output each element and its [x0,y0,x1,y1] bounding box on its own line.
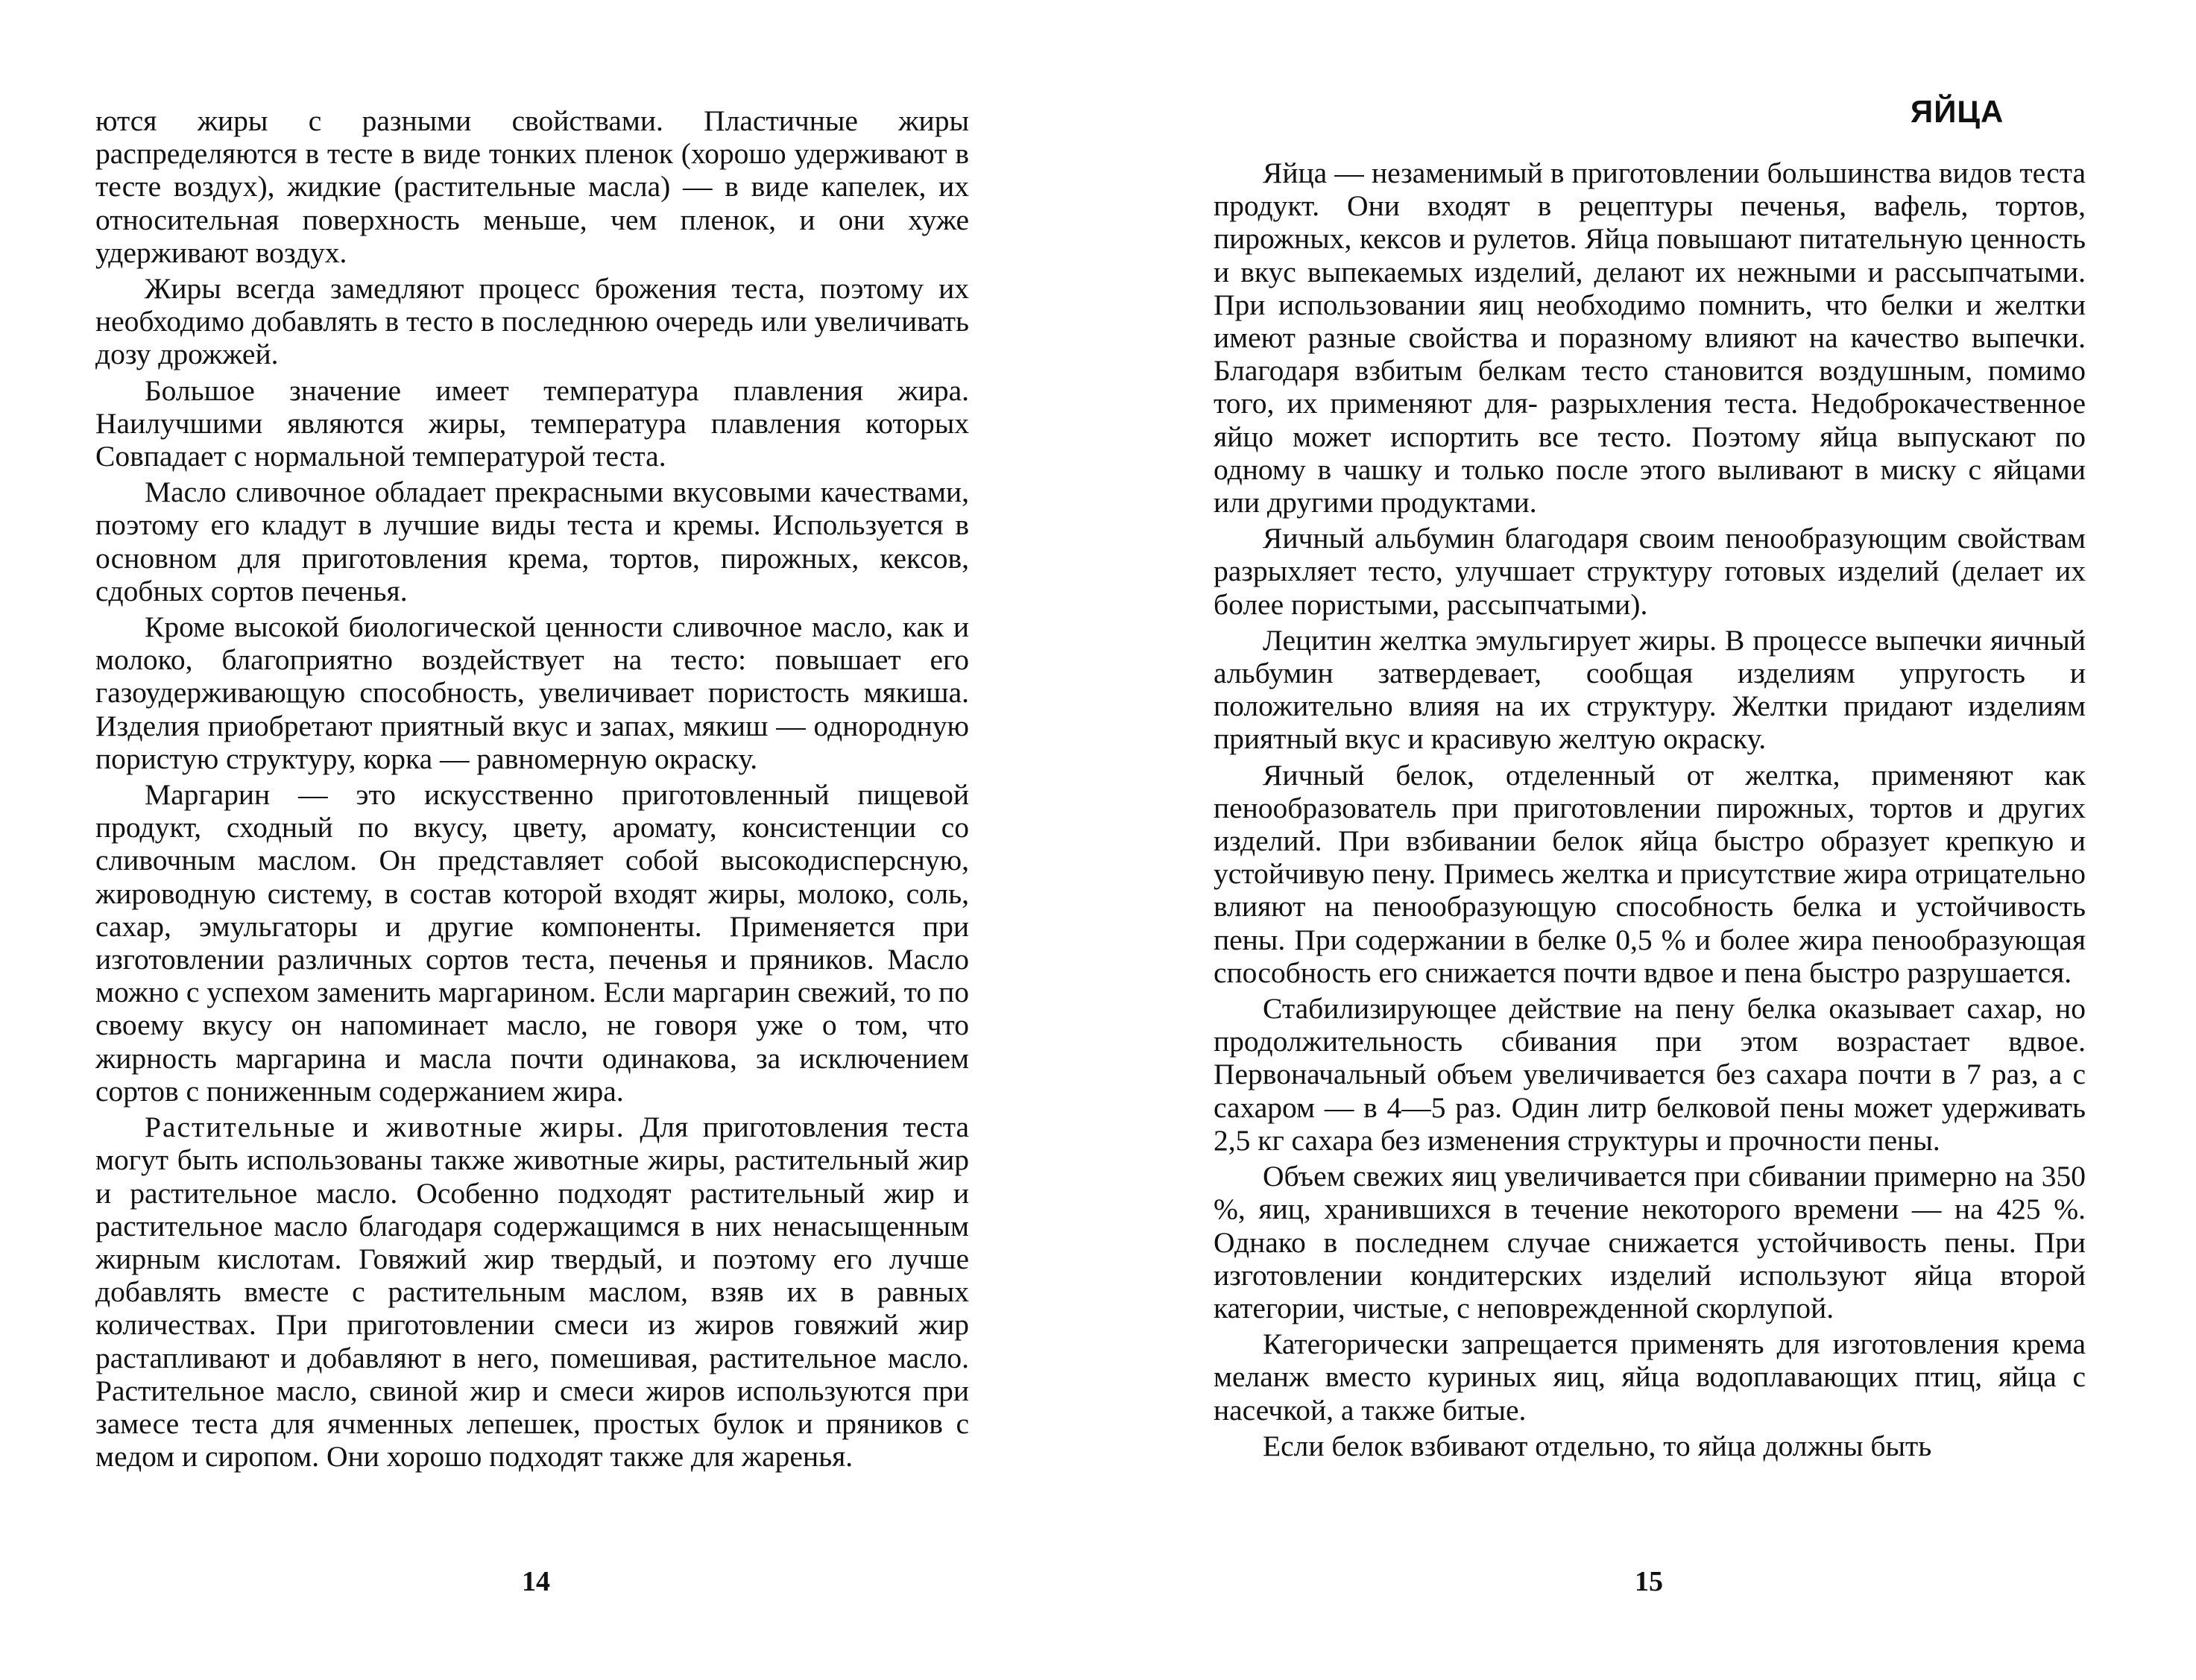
paragraph: Категорически запрещается применять для изготовления крема меланж вместо куриных яиц, яйца водоплавающих птиц, яйца с насечкой, а также битые. [1214,1327,2086,1427]
section-lead: Растительные и животные жиры. [145,1111,625,1144]
paragraph: Кроме высокой биологической ценности сливочное масло, как и молоко, благоприятно воздействует на тесто: повышает его газоудерживающую способность, увеличивает пористость мякиша. Изделия приобретают приятный вкус и запах, мякиш — однородную пористую структуру, корка — равномерную окраску. [95,610,969,775]
paragraph: Стабилизирующее действие на пену белка оказывает сахар, но продолжительность сбивания при этом возрастает вдвое. Первоначальный объем увеличивается без сахара почти в 7 раз, а с сахаром — в 4—5 раз. Один литр белковой пены может удерживать 2,5 кг сахара без изменения структуры и прочности пены. [1214,992,2086,1157]
page-number: 15 [1635,1566,1663,1597]
left-page-text [95,104,969,1476]
paragraph: Большое значение имеет температура плавления жира. Наилучшими являются жиры, температура плавления которых Совпадает с нормальной температурой теста. [95,373,969,473]
paragraph: ются жиры с разными свойствами. Пластичные жиры распределяются в тесте в виде тонких пленок (хорошо удерживают в тесте воздух), жидкие (растительные масла) — в виде капелек, их относительная поверхность меньше, чем пленок, и они хуже удерживают воздух. [95,104,969,269]
paragraph: Яичный белок, отделенный от желтка, применяют как пенообразователь при приготовлении пирожных, тортов и других изделий. При взбивании белок яйца быстро образует крепкую и устойчивую пену. Примесь желтка и присутствие жира отрицательно влияют на пенообразующую способность белка и устойчивость пены. При содержании в белке 0,5 % и более жира пенообразующая способность его снижается почти вдвое и пена быстро разрушается. [1214,758,2086,989]
paragraph: Масло сливочное обладает прекрасными вкусовыми качествами, поэтому его кладут в лучшие виды теста и кремы. Используется в основном для приготовления крема, тортов, пирожных, кексов, сдобных сортов печенья. [95,476,969,607]
paragraph: Если белок взбивают отдельно, то яйца должны быть [1263,1429,1932,1462]
section-heading: ЯЙЦА [1911,94,2004,129]
paragraph [95,1111,969,1473]
page-number: 14 [522,1566,550,1597]
paragraph: Маргарин — это искусственно приготовленный пищевой продукт, сходный по вкусу, цвету, аромату, консистенции со сливочным маслом. Он представляет собой высокодисперсную, жироводную систему, в состав которой входят жиры, молоко, соль, сахар, эмульгаторы и другие компоненты. Применяется при изготовлении различных сортов теста, печенья и пряников. Масло можно с успехом заменить маргарином. Если маргарин свежий, то по своему вкусу он напоминает масло, не говоря уже о том, что жирность маргарина и масла почти одинакова, за исключением сортов с пониженным содержанием жира. [95,778,969,1108]
right-page-text [1214,157,2086,1465]
right-page [1098,0,2196,1680]
paragraph: Жиры всегда замедляют процесс брожения теста, поэтому их необходимо добавлять в тесто в последнюю очередь или увеличивать дозу дрожжей. [95,272,969,371]
paragraph: Объем свежих яиц увеличивается при сбивании примерно на 350 %, яиц, хранившихся в течение некоторого времени — на 425 %. Однако в последнем случае снижается устойчивость пены. При изготовлении кондитерских изделий используют яйца второй категории, чистые, с неповрежденной скорлупой. [1214,1160,2086,1324]
paragraph: Яичный альбумин благодаря своим пенообразующим свойствам разрыхляет тесто, улучшает структуру готовых изделий (делает их более пористыми, рассыпчатыми). [1214,522,2086,621]
paragraph-body: Для приготовления теста могут быть использованы также животные жиры, растительный жир и растительное масло. Особенно подходят растительный жир и растительное масло благодаря содержащимся в них ненасыщенным жирным кислотам. Говяжий жир твердый, и поэтому его лучше добавлять вместе с растительным маслом, взяв их в равных количествах. При приготовлении смеси из жиров говяжий жир растапливают и добавляют в него, помешивая, растительное масло. Растительное масло, свиной жир и смеси жиров используются при замесе теста для ячменных лепешек, простых булок и пряников с медом и сиропом. Они хорошо подходят также для жаренья. [95,1111,969,1474]
paragraph: Яйца — незаменимый в приготовлении большинства видов теста продукт. Они входят в рецептуры печенья, вафель, тортов, пирожных, кексов и рулетов. Яйца повышают питательную ценность и вкус выпекаемых изделий, делают их нежными и рассыпчатыми. При использовании яиц необходимо помнить, что белки и желтки имеют разные свойства и поразному влияют на качество выпечки. Благодаря взбитым белкам тесто становится воздушным, помимо того, их применяют для- разрыхления теста. Недоброкачественное яйцо может испортить все тесто. Поэтому яйца выпускают по одному в чашку и только после этого выливают в миску с яйцами или другими продуктами. [1214,157,2086,520]
paragraph: Лецитин желтка эмульгирует жиры. В процессе выпечки яичный альбумин затвердевает, сообщая изделиям упругость и положительно влияя на их структуру. Желтки придают изделиям приятный вкус и красивую желтую окраску. [1214,623,2086,756]
